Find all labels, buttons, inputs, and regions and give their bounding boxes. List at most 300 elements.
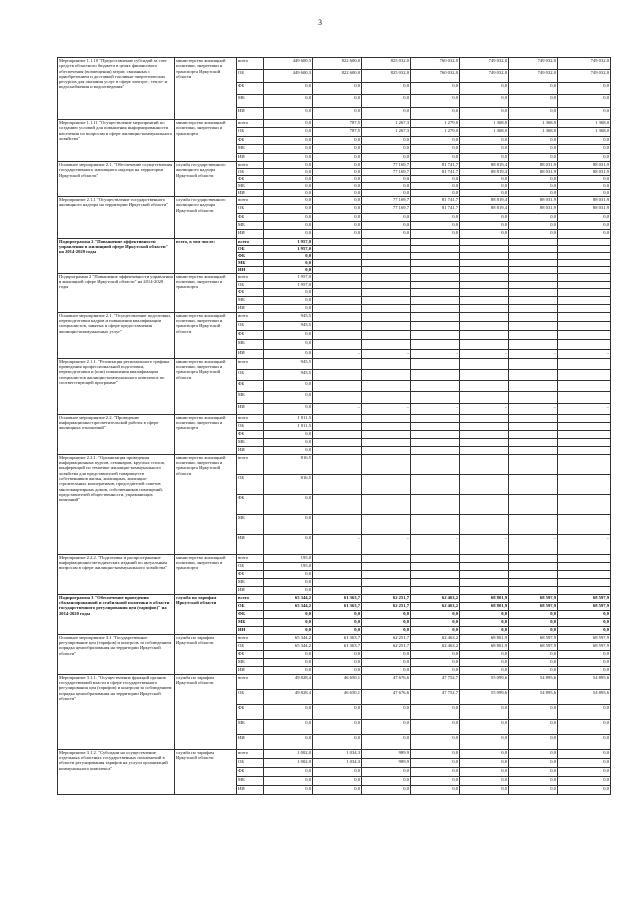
amount-cell [509, 494, 558, 514]
amount-cell: 0,0 [411, 189, 460, 196]
amount-cell [313, 570, 362, 578]
amount-cell [558, 369, 611, 380]
executor-cell: всего, в том числе: [175, 238, 237, 273]
amount-cell: – [558, 403, 611, 414]
amount-cell [460, 381, 509, 392]
amount-cell [460, 289, 509, 297]
amount-cell: 0,0 [460, 734, 509, 749]
amount-cell: 0,0 [411, 785, 460, 794]
amount-cell: 61 363,7 [313, 634, 362, 642]
funding-source-cell: ОБ [237, 70, 264, 82]
amount-cell: 0,0 [264, 658, 313, 666]
amount-cell: 816,5 [264, 454, 313, 474]
amount-cell: – [313, 403, 362, 414]
amount-cell: 787,5 [313, 119, 362, 127]
amount-cell: 0,0 [411, 666, 460, 674]
amount-cell: 0,0 [264, 534, 313, 554]
amount-cell [362, 289, 411, 297]
amount-cell: 0,0 [509, 175, 558, 182]
amount-cell: 0,0 [313, 658, 362, 666]
amount-cell: 0,0 [362, 719, 411, 734]
amount-cell: 0,0 [362, 658, 411, 666]
amount-cell: 749 032,0 [558, 58, 611, 70]
funding-source-cell: МБ [237, 297, 264, 305]
amount-cell [411, 494, 460, 514]
amount-cell [411, 422, 460, 430]
amount-cell [558, 454, 611, 474]
amount-cell: 0,0 [313, 767, 362, 776]
funding-source-cell: ОБ [237, 322, 264, 331]
amount-cell [362, 358, 411, 369]
amount-cell [313, 266, 362, 273]
funding-source-cell: ФБ [237, 136, 264, 144]
funding-source-cell: ФБ [237, 767, 264, 776]
funding-source-cell: всего [237, 454, 264, 474]
amount-cell: 0,0 [558, 107, 611, 119]
amount-cell [558, 273, 611, 281]
amount-cell: 449 600,3 [264, 58, 313, 70]
amount-cell: 1 957,0 [264, 281, 313, 289]
amount-cell [362, 438, 411, 446]
amount-cell: 0,0 [313, 161, 362, 168]
amount-cell: 0,0 [460, 785, 509, 794]
amount-cell: 0,0 [460, 189, 509, 196]
program-name-cell: Мероприятие 2.1.1. "Реализация регионального графика проведения профессиональной подготовки, переподготовки и (или) повышения квалификации специалистов жилищно-коммунального комплекса по соответствующей программе" [58, 358, 175, 414]
amount-cell [313, 381, 362, 392]
amount-cell: 54 895,6 [509, 674, 558, 689]
amount-cell [460, 358, 509, 369]
amount-cell: 62 251,7 [362, 634, 411, 642]
amount-cell: 0,0 [558, 182, 611, 189]
amount-cell [460, 430, 509, 438]
amount-cell: 0,0 [460, 767, 509, 776]
funding-source-cell: МБ [237, 438, 264, 446]
amount-cell: 0,0 [460, 658, 509, 666]
amount-cell [558, 474, 611, 494]
amount-cell [362, 312, 411, 321]
amount-cell: 68 597,9 [509, 602, 558, 610]
amount-cell: 47 676,6 [362, 674, 411, 689]
amount-cell [558, 422, 611, 430]
amount-cell: 0,0 [264, 182, 313, 189]
amount-cell: 0,0 [313, 666, 362, 674]
amount-cell: 0,0 [460, 704, 509, 719]
amount-cell: 1 957,0 [264, 238, 313, 245]
amount-cell: 68 597,9 [558, 602, 611, 610]
amount-cell: 0,0 [460, 136, 509, 144]
amount-cell [460, 340, 509, 349]
funding-source-cell: ИИ [237, 349, 264, 358]
amount-cell: 0,0 [264, 222, 313, 230]
amount-cell [509, 281, 558, 289]
amount-cell [411, 340, 460, 349]
amount-cell [411, 554, 460, 562]
table-row [58, 238, 611, 245]
amount-cell: 0,0 [558, 776, 611, 785]
amount-cell: 0,0 [558, 719, 611, 734]
amount-cell: 0,0 [411, 650, 460, 658]
amount-cell [362, 430, 411, 438]
funding-source-cell: ОБ [237, 562, 264, 570]
amount-cell: 945,5 [264, 369, 313, 380]
funding-source-cell: ИИ [237, 666, 264, 674]
amount-cell: 0,0 [558, 767, 611, 776]
amount-cell: 68 801,9 [460, 634, 509, 642]
amount-cell [362, 340, 411, 349]
amount-cell: 62 463,2 [411, 602, 460, 610]
amount-cell: 0,0 [558, 626, 611, 634]
amount-cell: 0,0 [362, 82, 411, 94]
amount-cell: 449 600,3 [264, 70, 313, 82]
amount-cell: 1 368,0 [509, 128, 558, 136]
amount-cell [558, 438, 611, 446]
amount-cell [558, 259, 611, 266]
amount-cell: 0,0 [509, 153, 558, 161]
amount-cell: 1 368,0 [558, 128, 611, 136]
funding-source-cell: ФБ [237, 82, 264, 94]
amount-cell: 0,0 [362, 734, 411, 749]
amount-cell: 0,0 [509, 182, 558, 189]
amount-cell: 749 032,0 [558, 70, 611, 82]
amount-cell [460, 312, 509, 321]
amount-cell: 1 011,5 [264, 414, 313, 422]
amount-cell [411, 414, 460, 422]
amount-cell [411, 273, 460, 281]
amount-cell: 0,0 [460, 107, 509, 119]
amount-cell: 0,0 [411, 704, 460, 719]
funding-source-cell: ФБ [237, 213, 264, 221]
amount-cell [509, 297, 558, 305]
amount-cell: – [411, 403, 460, 414]
amount-cell [313, 438, 362, 446]
amount-cell: 1 368,0 [460, 128, 509, 136]
amount-cell: 0,0 [264, 438, 313, 446]
amount-cell: 55 099,6 [460, 689, 509, 704]
amount-cell [558, 358, 611, 369]
amount-cell [362, 245, 411, 252]
amount-cell: 0,0 [264, 514, 313, 534]
amount-cell [558, 414, 611, 422]
amount-cell: 0,0 [411, 618, 460, 626]
funding-source-cell: ФБ [237, 430, 264, 438]
amount-cell: 0,0 [264, 392, 313, 403]
amount-cell [362, 414, 411, 422]
amount-cell [460, 245, 509, 252]
amount-cell [313, 446, 362, 454]
funding-source-cell: ИИ [237, 403, 264, 414]
amount-cell: 88 031,9 [558, 205, 611, 213]
amount-cell [411, 430, 460, 438]
amount-cell [411, 252, 460, 259]
amount-cell [362, 322, 411, 331]
program-name-cell: Мероприятие 2.2.2. "Подготовка и распространение информационно-методических изданий по актуальным вопросам в сфере жилищно-коммунального хозяйства" [58, 554, 175, 594]
amount-cell: 65 344,2 [264, 642, 313, 650]
amount-cell: 1 368,0 [558, 119, 611, 127]
funding-source-cell: всего [237, 161, 264, 168]
amount-cell: 0,0 [362, 618, 411, 626]
page-number: 3 [318, 18, 322, 27]
amount-cell: 0,0 [313, 136, 362, 144]
funding-source-cell: ОБ [237, 758, 264, 767]
amount-cell: 989,9 [362, 749, 411, 758]
amount-cell [362, 514, 411, 534]
amount-cell: 0,0 [264, 430, 313, 438]
funding-source-cell: МБ [237, 340, 264, 349]
amount-cell: 0,0 [264, 734, 313, 749]
amount-cell [411, 438, 460, 446]
amount-cell [558, 494, 611, 514]
table-body [58, 58, 611, 795]
amount-cell: 0,0 [411, 153, 460, 161]
amount-cell: 0,0 [313, 145, 362, 153]
executor-cell: служба по тарифам Иркутской области [175, 674, 237, 749]
amount-cell: 0,0 [509, 658, 558, 666]
amount-cell [509, 392, 558, 403]
amount-cell: 0,0 [264, 578, 313, 586]
amount-cell: 46 650,1 [313, 674, 362, 689]
amount-cell: – [509, 403, 558, 414]
amount-cell: 0,0 [313, 189, 362, 196]
amount-cell: 77 169,7 [362, 168, 411, 175]
amount-cell [558, 554, 611, 562]
amount-cell: 0,0 [264, 305, 313, 313]
amount-cell [509, 562, 558, 570]
amount-cell: 0,0 [264, 230, 313, 238]
amount-cell: – [411, 534, 460, 554]
amount-cell: 0,0 [411, 230, 460, 238]
amount-cell: 0,0 [264, 494, 313, 514]
amount-cell: 61 363,7 [313, 642, 362, 650]
amount-cell: 0,0 [411, 222, 460, 230]
amount-cell: 0,0 [460, 776, 509, 785]
amount-cell [509, 289, 558, 297]
amount-cell: 0,0 [509, 666, 558, 674]
amount-cell: 0,0 [558, 222, 611, 230]
amount-cell: 195,0 [264, 562, 313, 570]
amount-cell [411, 305, 460, 313]
amount-cell [460, 494, 509, 514]
amount-cell [411, 312, 460, 321]
executor-cell: министерство жилищной политики, энергетики и транспорта [175, 554, 237, 594]
amount-cell [460, 562, 509, 570]
funding-source-cell: ИИ [237, 446, 264, 454]
amount-cell: 0,0 [313, 168, 362, 175]
amount-cell: 49 828,4 [264, 689, 313, 704]
program-name-cell: Мероприятие 3.1.1. "Осуществление функций органов государственной власти в сфере государственного регулирования цен (тарифов) и контроля за соблюдением порядка ценообразования на территории Иркутской области" [58, 674, 175, 749]
amount-cell [313, 297, 362, 305]
amount-cell: 81 741,7 [411, 161, 460, 168]
amount-cell: 0,0 [313, 213, 362, 221]
funding-source-cell: МБ [237, 776, 264, 785]
table-row [58, 161, 611, 168]
amount-cell: 47 676,6 [362, 689, 411, 704]
funding-source-cell: ИИ [237, 230, 264, 238]
amount-cell: 0,0 [264, 650, 313, 658]
program-name-cell: Подпрограмма 2 "Повышение эффективности управления в жилищной сфере Иркутской области" на 2014-2020 годы [58, 238, 175, 273]
amount-cell [411, 474, 460, 494]
amount-cell [313, 392, 362, 403]
amount-cell: 88 031,9 [558, 196, 611, 204]
amount-cell: 0,0 [460, 145, 509, 153]
amount-cell [558, 570, 611, 578]
funding-source-cell: ОБ [237, 168, 264, 175]
amount-cell [411, 331, 460, 340]
amount-cell [460, 438, 509, 446]
amount-cell: 88 819,4 [460, 168, 509, 175]
amount-cell [362, 454, 411, 474]
funding-source-cell: ФБ [237, 494, 264, 514]
amount-cell [558, 514, 611, 534]
funding-source-cell: МБ [237, 658, 264, 666]
amount-cell: 945,5 [264, 312, 313, 321]
amount-cell [460, 369, 509, 380]
amount-cell [509, 422, 558, 430]
amount-cell [460, 331, 509, 340]
amount-cell: 0,0 [264, 213, 313, 221]
amount-cell: 0,0 [264, 340, 313, 349]
amount-cell: 81 741,7 [411, 168, 460, 175]
amount-cell: 62 463,2 [411, 594, 460, 602]
amount-cell [362, 446, 411, 454]
amount-cell: 0,0 [558, 175, 611, 182]
amount-cell: 47 752,7 [411, 689, 460, 704]
amount-cell [509, 266, 558, 273]
amount-cell [509, 358, 558, 369]
program-name-cell: Мероприятие 3.1.2. "Субсидии на осуществление отдельных областных государственных полномочий в области регулирования тарифов на услуги организаций коммунального комплекса" [58, 749, 175, 794]
amount-cell: 0,0 [460, 749, 509, 758]
program-name-cell: Мероприятие 2.2.1. "Организация проведения информационных курсов, семинаров, круглых столов, конференций по тематике жилищно-коммунального хозяйства для представителей товариществ собственников жилья, жилищных, жилищно-строительных кооперативов, председателей советов многоквартирных домов, собственников помещений, представителей общественности, управляющих компаний" [58, 454, 175, 554]
funding-source-cell: ИИ [237, 266, 264, 273]
amount-cell [558, 245, 611, 252]
amount-cell: 81 741,7 [411, 205, 460, 213]
amount-cell [509, 238, 558, 245]
amount-cell [362, 422, 411, 430]
amount-cell [362, 586, 411, 594]
amount-cell [558, 289, 611, 297]
amount-cell: 0,0 [264, 119, 313, 127]
amount-cell [313, 514, 362, 534]
amount-cell: 0,0 [313, 196, 362, 204]
amount-cell: 0,0 [264, 266, 313, 273]
amount-cell: 0,0 [460, 610, 509, 618]
amount-cell: 0,0 [558, 95, 611, 107]
amount-cell: 1 279,0 [411, 128, 460, 136]
funding-source-cell: МБ [237, 719, 264, 734]
amount-cell: 0,0 [558, 650, 611, 658]
amount-cell: 0,0 [264, 136, 313, 144]
amount-cell: 0,0 [264, 161, 313, 168]
amount-cell: 0,0 [460, 82, 509, 94]
amount-cell: 0,0 [264, 196, 313, 204]
amount-cell: 0,0 [313, 734, 362, 749]
amount-cell [558, 430, 611, 438]
amount-cell [509, 414, 558, 422]
amount-cell [362, 570, 411, 578]
amount-cell: 0,0 [362, 222, 411, 230]
amount-cell: 0,0 [460, 153, 509, 161]
funding-source-cell: МБ [237, 578, 264, 586]
table-row [58, 58, 611, 70]
amount-cell: 1 034,3 [313, 749, 362, 758]
program-name-cell: Основное мероприятие 2.2. "Проведение информационно-просветительской работы в сфере жилищных отношений" [58, 414, 175, 454]
amount-cell [509, 340, 558, 349]
funding-source-cell: ОБ [237, 281, 264, 289]
funding-source-cell: ОБ [237, 369, 264, 380]
amount-cell: 81 741,7 [411, 196, 460, 204]
amount-cell [558, 446, 611, 454]
amount-cell: 0,0 [264, 107, 313, 119]
funding-source-cell: МБ [237, 514, 264, 534]
amount-cell [558, 238, 611, 245]
amount-cell: 54 895,6 [558, 674, 611, 689]
table-row [58, 196, 611, 204]
amount-cell [362, 238, 411, 245]
funding-source-cell: всего [237, 414, 264, 422]
amount-cell [460, 570, 509, 578]
amount-cell: 77 169,7 [362, 161, 411, 168]
amount-cell: 0,0 [411, 749, 460, 758]
amount-cell: 0,0 [264, 666, 313, 674]
funding-source-cell: всего [237, 238, 264, 245]
amount-cell: 68 801,9 [460, 642, 509, 650]
amount-cell: 68 597,9 [558, 642, 611, 650]
amount-cell: 1 957,0 [264, 245, 313, 252]
amount-cell: 0,0 [460, 182, 509, 189]
amount-cell: 0,0 [313, 650, 362, 658]
amount-cell: 0,0 [509, 767, 558, 776]
amount-cell [509, 245, 558, 252]
amount-cell: 0,0 [509, 618, 558, 626]
amount-cell: 0,0 [411, 658, 460, 666]
amount-cell: 0,0 [264, 145, 313, 153]
program-name-cell: Основное мероприятие 3.1 "Государственное регулирование цен (тарифов) и контроль за соблюдением порядка ценообразования на территории Иркутской области" [58, 634, 175, 674]
funding-source-cell: ФБ [237, 175, 264, 182]
amount-cell [313, 322, 362, 331]
amount-cell: 68 597,9 [509, 594, 558, 602]
table-row [58, 358, 611, 369]
program-name-cell: Мероприятие 2.1.1 "Осуществление государственного жилищного надзора на территории Иркутской области" [58, 196, 175, 238]
amount-cell: 1 002,0 [264, 749, 313, 758]
funding-source-cell: МБ [237, 618, 264, 626]
executor-cell: министерство жилищной политики, энергетики и транспорта [175, 414, 237, 454]
amount-cell: 0,0 [362, 145, 411, 153]
amount-cell: 0,0 [313, 618, 362, 626]
amount-cell: 49 828,4 [264, 674, 313, 689]
amount-cell [362, 578, 411, 586]
funding-source-cell: ИИ [237, 534, 264, 554]
amount-cell [509, 369, 558, 380]
amount-cell: 0,0 [264, 767, 313, 776]
amount-cell: 0,0 [264, 82, 313, 94]
amount-cell: 0,0 [411, 719, 460, 734]
amount-cell: 0,0 [313, 719, 362, 734]
amount-cell: 46 650,1 [313, 689, 362, 704]
amount-cell: 749 032,0 [509, 70, 558, 82]
amount-cell: 0,0 [460, 666, 509, 674]
amount-cell [509, 312, 558, 321]
amount-cell: 0,0 [509, 719, 558, 734]
amount-cell [460, 238, 509, 245]
amount-cell [509, 322, 558, 331]
amount-cell [362, 369, 411, 380]
amount-cell: 0,0 [558, 145, 611, 153]
amount-cell: – [558, 534, 611, 554]
funding-source-cell: МБ [237, 145, 264, 153]
amount-cell: – [411, 349, 460, 358]
amount-cell: 0,0 [460, 618, 509, 626]
amount-cell: 0,0 [313, 230, 362, 238]
amount-cell [558, 562, 611, 570]
